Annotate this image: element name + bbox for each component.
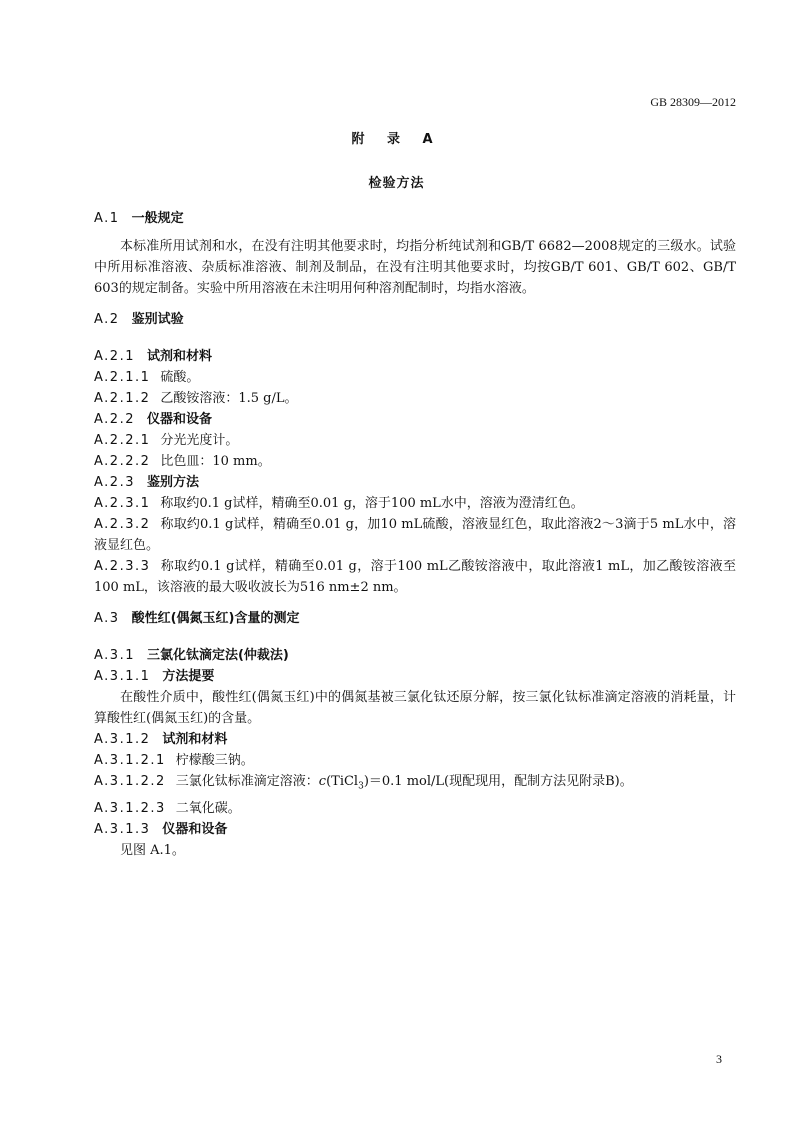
section-a313-paragraph: 见图 A.1。 xyxy=(120,842,185,858)
section-number: A.3.1.1 xyxy=(94,669,151,684)
item-a231 xyxy=(94,493,736,514)
item-a232 xyxy=(94,514,736,556)
section-a312-heading xyxy=(94,729,736,750)
item-number: A.2.3.1 xyxy=(94,496,151,511)
section-a313-heading xyxy=(94,819,736,840)
item-number: A.2.2.2 xyxy=(94,454,151,469)
item-a222 xyxy=(94,451,736,472)
item-a3122 xyxy=(94,771,736,798)
item-text: 分光光度计。 xyxy=(160,433,239,448)
item-text: 乙酸铵溶液：1.5 g/L。 xyxy=(160,391,298,406)
item-number: A.2.3.2 xyxy=(94,517,151,532)
section-number: A.3.1.3 xyxy=(94,821,151,837)
section-a311-paragraph: 在酸性介质中，酸性红(偶氮玉红)中的偶氮基被三氯化钛还原分解，按三氯化钛标准滴定溶液的消耗量，计算酸性红(偶氮玉红)的含量。 xyxy=(94,690,736,726)
section-title: 鉴别方法 xyxy=(146,475,199,490)
section-title: 试剂和材料 xyxy=(146,349,212,364)
section-number: A.2.2 xyxy=(94,412,135,427)
section-number: A.3 xyxy=(94,611,120,626)
formula-text: )＝0.1 mol/L(现配现用，配制方法见附录B)。 xyxy=(363,774,633,789)
section-number: A.1 xyxy=(94,211,120,226)
formula-subscript: 3 xyxy=(358,781,364,792)
item-number: A.2.1.2 xyxy=(94,391,151,406)
section-title: 仪器和设备 xyxy=(162,821,228,837)
section-a23-heading xyxy=(94,472,736,493)
item-a3123 xyxy=(94,798,736,819)
section-a311-heading xyxy=(94,666,736,687)
item-text: 比色皿：10 mm。 xyxy=(160,454,271,469)
item-number: A.2.2.1 xyxy=(94,433,151,448)
section-title: 三氯化钛滴定法(仲裁法) xyxy=(146,648,289,663)
section-number: A.2 xyxy=(94,312,120,327)
item-number: A.2.3.3 xyxy=(94,559,151,574)
document-body xyxy=(94,208,736,861)
item-a3121 xyxy=(94,750,736,771)
item-number: A.3.1.2.3 xyxy=(94,800,166,816)
section-number: A.2.1 xyxy=(94,349,135,364)
item-number: A.3.1.2.2 xyxy=(94,774,166,789)
item-text: 三氯化钛标准滴定溶液： xyxy=(175,774,319,789)
item-number: A.2.1.1 xyxy=(94,370,151,385)
section-a1-paragraph: 本标准所用试剂和水，在没有注明其他要求时，均指分析纯试剂和GB/T 6682—2008规定的三级水。试验中所用标准溶液、杂质标准溶液、制剂及制品，在没有注明其他要求时，均按GB/T 601、GB/T 602、GB/T 603的规定制备。实验中所用溶液在未注明用何种溶剂配制时，均指水溶液。 xyxy=(94,239,736,296)
item-text: 称取约0.1 g试样，精确至0.01 g，溶于100 mL乙酸铵溶液中，取此溶液1 mL，加乙酸铵溶液至100 mL，该溶液的最大吸收波长为516 nm±2 nm。 xyxy=(94,559,736,595)
item-text: 硫酸。 xyxy=(160,370,200,385)
section-a3-heading xyxy=(94,608,736,629)
section-title: 方法提要 xyxy=(162,669,215,684)
section-title: 试剂和材料 xyxy=(162,732,228,747)
section-a21-heading xyxy=(94,346,736,367)
section-a1-heading xyxy=(94,208,736,229)
section-a31-heading xyxy=(94,645,736,666)
item-text: 称取约0.1 g试样，精确至0.01 g，溶于100 mL水中，溶液为澄清红色。 xyxy=(160,496,584,511)
section-title: 酸性红(偶氮玉红)含量的测定 xyxy=(131,611,300,626)
item-text: 称取约0.1 g试样，精确至0.01 g，加10 mL硫酸，溶液显红色，取此溶液2～3滴于5 mL水中，溶液显红色。 xyxy=(94,517,736,553)
item-text: 柠檬酸三钠。 xyxy=(175,753,254,768)
section-title: 鉴别试验 xyxy=(131,312,184,327)
concentration-symbol: c xyxy=(318,774,327,789)
item-a221 xyxy=(94,430,736,451)
item-number: A.3.1.2.1 xyxy=(94,753,166,768)
item-a233 xyxy=(94,556,736,598)
section-title: 仪器和设备 xyxy=(146,412,212,427)
section-number: A.3.1.2 xyxy=(94,732,151,747)
annex-title: 附 录 A xyxy=(351,132,442,147)
section-title: 一般规定 xyxy=(131,211,184,226)
item-a212 xyxy=(94,388,736,409)
section-a2-heading xyxy=(94,309,736,330)
page-number: 3 xyxy=(716,1052,722,1066)
annex-subtitle: 检验方法 xyxy=(368,176,425,191)
section-a22-heading xyxy=(94,409,736,430)
item-text: 二氧化碳。 xyxy=(175,800,241,816)
section-number: A.2.3 xyxy=(94,475,135,490)
formula-text: (TiCl xyxy=(326,774,359,789)
standard-code: GB 28309—2012 xyxy=(650,95,736,109)
item-a211 xyxy=(94,367,736,388)
section-number: A.3.1 xyxy=(94,648,135,663)
